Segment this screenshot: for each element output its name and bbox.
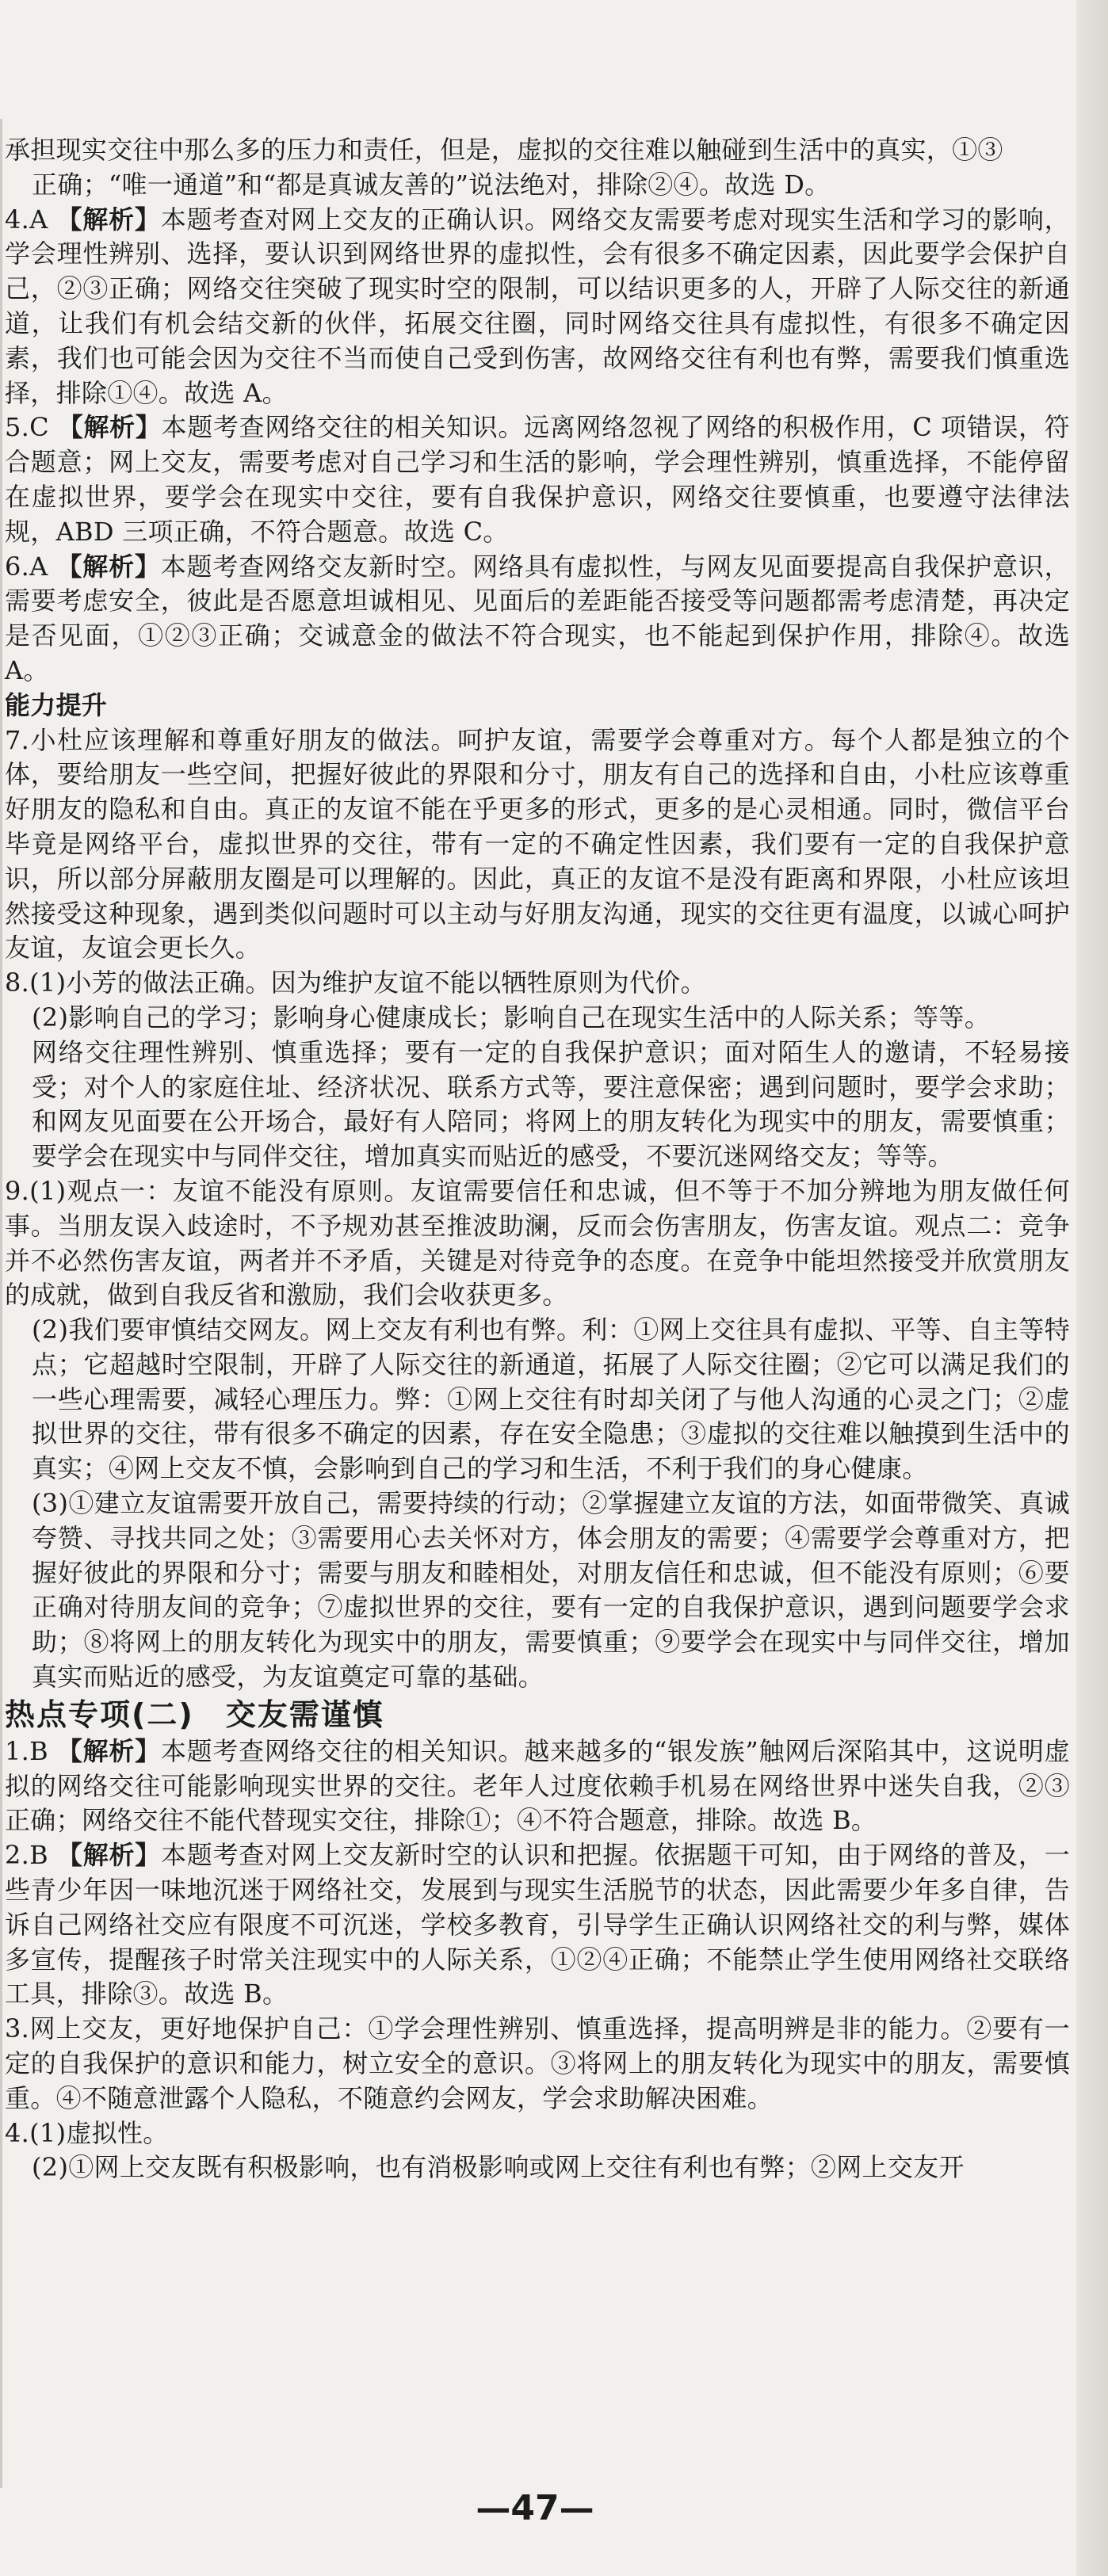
q8-number: 8. [5, 967, 30, 998]
answer-q8-part2: (2)影响自己的学习；影响身心健康成长；影响自己在现实生活中的人际关系；等等。 [32, 1002, 991, 1032]
q4-text: 本题考查对网上交友的正确认识。网络交友需要考虑对现实生活和学习的影响，学会理性辨别、选择，要认识到网络世界的虚拟性，会有很多不确定因素，因此要学会保护自己，②③正确；网络交往突破了现实时空的限制，可以结识更多的人，开辟了人际交往的新通道，让我们有机会结交新的伙伴，拓展交往圈，同时网络交往具有虚拟性，有很多不确定因素，我们也可能会因为交往不当而使自己受到伤害，故网络交往有利也有弊，需要我们慎重选择，排除①④。故选 A。 [5, 204, 1070, 408]
answer-h4-part1 [5, 2116, 1070, 2151]
page-number: —47— [476, 2488, 594, 2528]
q6-tag: 【解析】 [56, 551, 161, 582]
q5-text: 本题考查网络交往的相关知识。远离网络忽视了网络的积极作用，C 项错误，符合题意；网上交友，需要考虑对自己学习和生活的影响，学会理性辨别，慎重选择，不能停留在虚拟世界，要学会在现实中交往，要有自我保护意识，网络交往要慎重，也要遵守法律法规，ABD 三项正确，不符合题意。故选 C。 [5, 412, 1070, 547]
q7-number: 7. [5, 724, 30, 755]
h3-text: 网上交友，更好地保护自己：①学会理性辨别、慎重选择，提高明辨是非的能力。②要有一定的自我保护的意识和能力，树立安全的意识。③将网上的朋友转化为现实中的朋友，需要慎重。④不随意泄露个人隐私，不随意约会网友，学会求助解决困难。 [5, 2013, 1070, 2113]
answer-q9-part2: (2)我们要审慎结交网友。网上交友有利也有弊。利：①网上交往具有虚拟、平等、自主等特点；它超越时空限制，开辟了人际交往的新通道，拓展了人际交往圈；②它可以满足我们的一些心理需要，减轻心理压力。弊：①网上交往有时却关闭了与他人沟通的心灵之门；②虚拟世界的交往，带有很多不确定的因素，存在安全隐患；③虚拟的交往难以触摸到生活中的真实；④网上交友不慎，会影响到自己的学习和生活，不利于我们的身心健康。 [32, 1315, 1070, 1484]
intro-line-1: 承担现实交往中那么多的压力和责任，但是，虚拟的交往难以触碰到生活中的真实，①③ [5, 135, 1003, 165]
q4-tag: 【解析】 [56, 204, 161, 235]
q5-tag: 【解析】 [57, 412, 162, 443]
h1-tag: 【解析】 [56, 1735, 161, 1766]
h4-p1: (1)虚拟性。 [29, 2117, 169, 2148]
h2-number: 2.B [5, 1840, 48, 1871]
answer-q9-part3: (3)①建立友谊需要开放自己，需要持续的行动；②掌握建立友谊的方法，如面带微笑、真诚夸赞、寻找共同之处；③需要用心去关怀对方，体会朋友的需要；④需要学会尊重对方，把握好彼此的界限和分寸；需要与朋友和睦相处，对朋友信任和忠诚，但不能没有原则；⑥要正确对待朋友间的竞争；⑦虚拟世界的交往，要有一定的自我保护意识，遇到问题要学会求助；⑧将网上的朋友转化为现实中的朋友，需要慎重；⑨要学会在现实中与同伴交往，增加真实而贴近的感受，为友谊奠定可靠的基础。 [32, 1488, 1070, 1693]
answer-h2 [5, 1838, 1070, 2012]
answer-h4-part2: (2)①网上交友既有积极影响，也有消极影响或网上交往有利也有弊；②网上交友开 [32, 2152, 965, 2183]
h2-tag: 【解析】 [56, 1840, 162, 1871]
q8-p1: (1)小芳的做法正确。因为维护友谊不能以牺牲原则为代价。 [29, 967, 706, 998]
answer-q5 [5, 410, 1070, 549]
q5-number: 5.C [5, 412, 49, 443]
h3-number: 3. [5, 2013, 30, 2044]
answer-q4 [5, 203, 1070, 411]
next-page-edge [1076, 0, 1108, 2576]
answer-q7 [5, 723, 1070, 967]
q6-text: 本题考查网络交友新时空。网络具有虚拟性，与网友见面要提高自我保护意识，需要考虑安全，彼此是否愿意坦诚相见、见面后的差距能否接受等问题都需考虑清楚，再决定是否见面，①②③正确；交诚意金的做法不符合现实，也不能起到保护作用，排除④。故选 A。 [5, 551, 1070, 685]
hot-topic-title: 热点专项(二) 交友需谨慎 [5, 1696, 384, 1732]
h1-number: 1.B [5, 1735, 48, 1766]
h1-text: 本题考查网络交往的相关知识。越来越多的“银发族”触网后深陷其中，这说明虚拟的网络交往可能影响现实世界的交往。老年人过度依赖手机易在网络世界中迷失自我，②③正确；网络交往不能代替现实交往，排除①；④不符合题意，排除。故选 B。 [5, 1735, 1070, 1836]
answer-h1 [5, 1735, 1070, 1838]
binding-shadow [0, 119, 2, 2488]
answer-h3 [5, 2012, 1070, 2116]
answer-q8-part3: 网络交往理性辨别、慎重选择；要有一定的自我保护意识；面对陌生人的邀请，不轻易接受；对个人的家庭住址、经济状况、联系方式等，要注意保密；遇到问题时，要学会求助；和网友见面要在公开场合，最好有人陪同；将网上的朋友转化为现实中的朋友，需要慎重；要学会在现实中与同伴交往，增加真实而贴近的感受，不要沉迷网络交友；等等。 [32, 1036, 1070, 1172]
q7-text: 小杜应该理解和尊重好朋友的做法。呵护友谊，需要学会尊重对方。每个人都是独立的个体，要给朋友一些空间，把握好彼此的界限和分寸，朋友有自己的选择和自由，小杜应该尊重好朋友的隐私和自由。真正的友谊不能在乎更多的形式，更多的是心灵相通。同时，微信平台毕竟是网络平台，虚拟世界的交往，带有一定的不确定性因素，我们要有一定的自我保护意识，所以部分屏蔽朋友圈是可以理解的。因此，真正的友谊不是没有距离和界限，小杜应该坦然接受这种现象，遇到类似问题时可以主动与好朋友沟通，现实的交往更有温度，以诚心呵护友谊，友谊会更长久。 [5, 724, 1070, 964]
answer-q9-part1 [5, 1174, 1070, 1313]
intro-line-2: 正确；“唯一通道”和“都是真诚友善的”说法绝对，排除②④。故选 D。 [32, 169, 831, 200]
q9-p1: (1)观点一：友谊不能没有原则。友谊需要信任和忠诚，但不等于不加分辨地为朋友做任何事。当朋友误入歧途时，不予规劝甚至推波助澜，反而会伤害朋友，伤害友谊。观点二：竞争并不必然伤害友谊，两者并不矛盾，关键是对待竞争的态度。在竞争中能坦然接受并欣赏朋友的成就，做到自我反省和激励，我们会收获更多。 [5, 1175, 1070, 1311]
answer-column [5, 133, 1070, 2185]
q6-number: 6.A [5, 551, 48, 582]
q9-number: 9. [5, 1175, 30, 1206]
q4-number: 4.A [5, 204, 48, 235]
answer-q6 [5, 550, 1070, 689]
answer-q8-part1 [5, 966, 1070, 1001]
h4-number: 4. [5, 2117, 30, 2148]
h2-text: 本题考查对网上交友新时空的认识和把握。依据题干可知，由于网络的普及，一些青少年因一味地沉迷于网络社交，发展到与现实生活脱节的状态，因此需要少年多自律，告诉自己网络社交应有限度不可沉迷，学校多教育，引导学生正确认识网络社交的利与弊，媒体多宣传，提醒孩子时常关注现实中的人际关系，①②④正确；不能禁止学生使用网络社交联络工具，排除③。故选 B。 [5, 1840, 1070, 2009]
section-heading-ability: 能力提升 [5, 689, 108, 720]
